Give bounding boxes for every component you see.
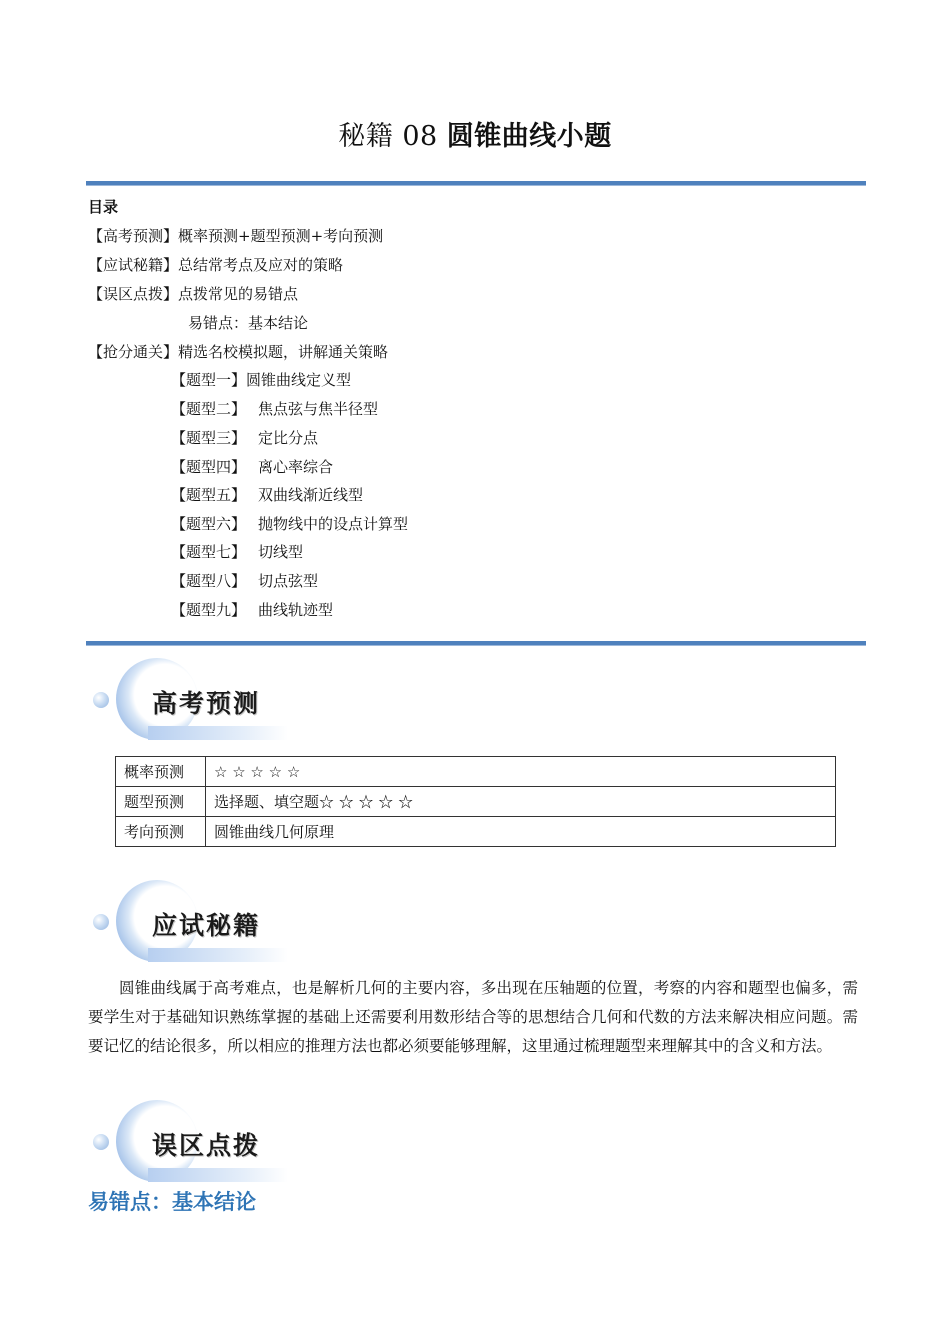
toc-type-tag: 【题型七】 (171, 543, 247, 561)
toc-type-item[interactable] (171, 485, 363, 505)
section-title: 误区点拨 (152, 1131, 261, 1160)
toc-type-text: 双曲线渐近线型 (258, 486, 364, 504)
toc-type-tag: 【题型四】 (171, 458, 247, 476)
table-row (116, 757, 836, 787)
toc-type-item[interactable] (171, 428, 318, 448)
table-cell-value: 圆锥曲线几何原理 (206, 817, 836, 847)
toc-item[interactable] (88, 342, 388, 362)
table-cell-key: 考向预测 (116, 817, 206, 847)
toc-type-item[interactable] (171, 514, 408, 534)
title-prefix: 秘籍 08 (338, 121, 447, 152)
toc-type-text: 定比分点 (258, 429, 319, 447)
toc-type-text: 曲线轨迹型 (258, 601, 334, 619)
toc-item-text: 精选名校模拟题，讲解通关策略 (178, 343, 389, 361)
mistake-heading: 易错点：基本结论 (88, 1190, 256, 1214)
section-banner-tips (88, 878, 298, 968)
toc-type-tag: 【题型九】 (171, 601, 247, 619)
toc-type-tag: 【题型八】 (171, 572, 247, 590)
toc-type-text: 离心率综合 (258, 458, 334, 476)
toc-item[interactable] (88, 226, 383, 246)
toc-type-item[interactable] (171, 399, 378, 419)
table-cell-value: 选择题、填空题☆ ☆ ☆ ☆ ☆ (206, 787, 836, 817)
toc-item-tag: 【高考预测】 (88, 227, 179, 245)
banner-dot-icon (93, 692, 109, 708)
toc-item-tag: 【误区点拨】 (88, 285, 179, 303)
table-cell-key: 题型预测 (116, 787, 206, 817)
toc-type-tag: 【题型一】 (171, 371, 247, 389)
table-cell-key: 概率预测 (116, 757, 206, 787)
section-title: 高考预测 (152, 689, 261, 718)
toc-type-text: 圆锥曲线定义型 (246, 371, 352, 389)
toc-item[interactable] (88, 255, 343, 275)
section-divider (86, 641, 866, 645)
toc-type-item[interactable] (171, 457, 333, 477)
toc-type-item[interactable] (171, 571, 318, 591)
toc-type-tag: 【题型二】 (171, 400, 247, 418)
toc-type-text: 焦点弦与焦半径型 (258, 400, 379, 418)
section-title: 应试秘籍 (152, 911, 261, 940)
toc-type-tag: 【题型五】 (171, 486, 247, 504)
toc-type-text: 切点弦型 (258, 572, 319, 590)
toc-item-text: 概率预测+题型预测+考向预测 (178, 227, 384, 245)
toc-type-item[interactable] (171, 542, 303, 562)
toc-item-text: 点拨常见的易错点 (178, 285, 299, 303)
banner-dot-icon (93, 1134, 109, 1150)
page-title (0, 114, 950, 153)
toc-item[interactable] (188, 313, 308, 333)
toc-type-text: 抛物线中的设点计算型 (258, 515, 409, 533)
tips-paragraph: 圆锥曲线属于高考难点，也是解析几何的主要内容，多出现在压轴题的位置，考察的内容和题型也偏多，需要学生对于基础知识熟练掌握的基础上还需要利用数形结合等的思想结合几何和代数的方法来解决相应问题。需要记忆的结论很多，所以相应的推理方法也都必须要能够理解，这里通过梳理题型来理解其中的含义和方法。 (88, 979, 858, 1055)
toc-item-tag: 【抢分通关】 (88, 343, 179, 361)
table-row (116, 787, 836, 817)
toc-heading: 目录 (88, 198, 119, 216)
toc-type-text: 切线型 (258, 543, 304, 561)
toc-item-text: 易错点：基本结论 (188, 314, 309, 332)
toc-type-tag: 【题型六】 (171, 515, 247, 533)
banner-bar (148, 948, 288, 962)
banner-dot-icon (93, 914, 109, 930)
toc-item-text: 总结常考点及应对的策略 (178, 256, 344, 274)
table-cell-value: ☆ ☆ ☆ ☆ ☆ (206, 757, 836, 787)
section-banner-mistakes (88, 1098, 298, 1188)
section-banner-prediction (88, 656, 298, 746)
toc-type-tag: 【题型三】 (171, 429, 247, 447)
table-row (116, 817, 836, 847)
banner-bar (148, 1168, 288, 1182)
toc-item[interactable] (88, 284, 298, 304)
toc-type-item[interactable] (171, 370, 351, 390)
title-main: 圆锥曲线小题 (446, 121, 612, 152)
top-divider (86, 181, 866, 185)
toc-item-tag: 【应试秘籍】 (88, 256, 179, 274)
prediction-table (115, 756, 836, 847)
toc-type-item[interactable] (171, 600, 333, 620)
banner-bar (148, 726, 288, 740)
